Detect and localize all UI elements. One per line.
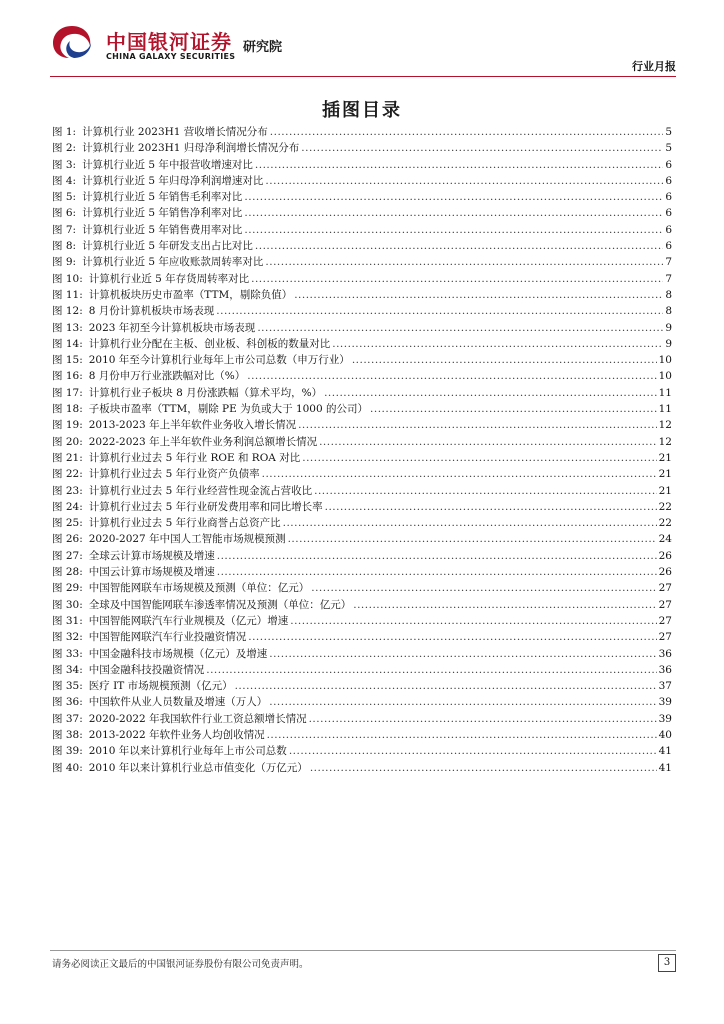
footer-divider xyxy=(50,950,676,951)
toc-entry-page: 22 xyxy=(658,500,672,513)
toc-entry-page: 11 xyxy=(658,403,672,416)
toc-entry-title: 8 月份申万行业涨跌幅对比（%） xyxy=(88,370,246,383)
toc-entry-label: 图 7: xyxy=(52,223,77,236)
toc-entry-page: 26 xyxy=(658,566,672,579)
toc-entry-title: 计算机板块历史市盈率（TTM，剔除负值） xyxy=(88,288,293,301)
toc-entry-label: 图 15: xyxy=(52,354,83,367)
page-header xyxy=(0,0,724,80)
toc-entry-title: 计算机行业近 5 年销售费用率对比 xyxy=(82,223,243,236)
toc-entry[interactable] xyxy=(52,417,672,433)
toc-entry[interactable] xyxy=(52,385,672,401)
toc-entry-label: 图 31: xyxy=(52,614,83,627)
toc-entry-label: 图 25: xyxy=(52,517,83,530)
toc-leader-dots xyxy=(298,417,657,433)
toc-entry-page: 22 xyxy=(658,517,672,530)
figure-index xyxy=(52,124,672,776)
toc-leader-dots xyxy=(310,760,657,776)
toc-entry-page: 37 xyxy=(658,680,672,693)
toc-entry-title: 中国金融科技投融资情况 xyxy=(88,663,205,676)
toc-entry-label: 图 24: xyxy=(52,500,83,513)
toc-leader-dots xyxy=(267,727,657,743)
toc-entry[interactable] xyxy=(52,743,672,759)
toc-entry-label: 图 8: xyxy=(52,240,77,253)
toc-entry-page: 7 xyxy=(665,256,672,269)
toc-entry-page: 36 xyxy=(658,647,672,660)
toc-leader-dots xyxy=(247,368,656,384)
toc-leader-dots xyxy=(302,450,656,466)
toc-entry-label: 图 11: xyxy=(52,288,83,301)
toc-leader-dots xyxy=(319,434,657,450)
toc-entry-title: 计算机行业近 5 年归母净利润增速对比 xyxy=(82,174,264,187)
toc-entry[interactable] xyxy=(52,580,672,596)
toc-entry[interactable] xyxy=(52,205,672,221)
toc-leader-dots xyxy=(265,254,663,270)
toc-entry-title: 2022-2023 年上半年软件业务利润总额增长情况 xyxy=(88,435,318,448)
toc-entry-title: 中国金融科技市场规模（亿元）及增速 xyxy=(88,647,268,660)
toc-entry-label: 图 19: xyxy=(52,419,83,432)
toc-entry-title: 2023 年初至今计算机板块市场表现 xyxy=(88,321,256,334)
toc-entry-title: 全球云计算市场规模及增速 xyxy=(88,549,215,562)
toc-entry[interactable] xyxy=(52,352,672,368)
toc-leader-dots xyxy=(370,401,657,417)
toc-entry-title: 计算机行业 2023H1 营收增长情况分布 xyxy=(82,126,268,138)
toc-entry-page: 21 xyxy=(658,484,672,497)
page-title: 插图目录 xyxy=(322,100,402,121)
toc-leader-dots xyxy=(217,564,657,580)
toc-entry-label: 图 37: xyxy=(52,712,83,725)
toc-entry-title: 子板块市盈率（TTM，剔除 PE 为负或大于 1000 的公司） xyxy=(88,403,369,416)
toc-leader-dots xyxy=(325,499,657,515)
toc-entry[interactable] xyxy=(52,124,672,140)
toc-entry-title: 8 月份计算机板块市场表现 xyxy=(88,305,215,318)
toc-leader-dots xyxy=(257,320,663,336)
toc-entry-page: 26 xyxy=(658,549,672,562)
toc-entry-title: 中国云计算市场规模及增速 xyxy=(88,566,215,579)
toc-entry-label: 图 28: xyxy=(52,566,83,579)
toc-entry[interactable] xyxy=(52,254,672,270)
company-name-en: CHINA GALAXY SECURITIES xyxy=(106,52,236,61)
toc-leader-dots xyxy=(244,222,663,238)
toc-entry[interactable] xyxy=(52,711,672,727)
toc-entry-title: 2010 年以来计算机行业总市值变化（万亿元） xyxy=(88,761,308,774)
toc-entry-page: 8 xyxy=(665,305,672,318)
toc-entry-title: 中国智能网联汽车行业投融资情况 xyxy=(88,631,247,644)
toc-leader-dots xyxy=(244,205,663,221)
toc-entry[interactable] xyxy=(52,678,672,694)
toc-entry-label: 图 30: xyxy=(52,598,83,611)
toc-entry-page: 6 xyxy=(665,174,672,187)
toc-leader-dots xyxy=(262,466,657,482)
toc-entry[interactable] xyxy=(52,238,672,254)
toc-entry-label: 图 16: xyxy=(52,370,83,383)
toc-entry-title: 计算机行业 2023H1 归母净利润增长情况分布 xyxy=(82,142,300,155)
toc-entry-title: 2013-2022 年软件业务人均创收情况 xyxy=(88,728,265,741)
toc-leader-dots xyxy=(311,580,656,596)
toc-entry[interactable] xyxy=(52,189,672,205)
toc-leader-dots xyxy=(265,173,663,189)
toc-entry-page: 36 xyxy=(658,663,672,676)
toc-entry-label: 图 22: xyxy=(52,468,83,481)
toc-entry-title: 计算机行业过去 5 年行业研发费用率和同比增长率 xyxy=(88,500,323,513)
toc-entry-page: 27 xyxy=(658,582,672,595)
toc-leader-dots xyxy=(314,483,657,499)
toc-entry-label: 图 27: xyxy=(52,549,83,562)
toc-entry[interactable] xyxy=(52,629,672,645)
toc-entry-page: 9 xyxy=(665,321,672,334)
toc-entry[interactable] xyxy=(52,450,672,466)
toc-leader-dots xyxy=(251,271,663,287)
toc-entry-page: 12 xyxy=(658,419,672,432)
toc-entry-label: 图 35: xyxy=(52,680,83,693)
toc-entry-page: 41 xyxy=(658,761,672,774)
institute-label: 研究院 xyxy=(243,40,283,55)
toc-entry-label: 图 4: xyxy=(52,174,77,187)
toc-entry-title: 医疗 IT 市场规模预测（亿元） xyxy=(88,680,233,693)
toc-leader-dots xyxy=(288,531,657,547)
toc-entry[interactable] xyxy=(52,597,672,613)
toc-leader-dots xyxy=(244,189,663,205)
toc-entry[interactable] xyxy=(52,303,672,319)
toc-entry-title: 计算机行业近 5 年存货周转率对比 xyxy=(88,272,250,285)
toc-entry-label: 图 3: xyxy=(52,158,77,171)
toc-entry-page: 6 xyxy=(665,207,672,220)
toc-entry-page: 5 xyxy=(665,142,672,155)
toc-leader-dots xyxy=(255,157,663,173)
toc-entry[interactable] xyxy=(52,548,672,564)
toc-leader-dots xyxy=(235,678,657,694)
toc-entry-page: 41 xyxy=(658,745,672,758)
toc-leader-dots xyxy=(217,548,657,564)
toc-entry-label: 图 9: xyxy=(52,256,77,269)
toc-entry-title: 2020-2027 年中国人工智能市场规模预测 xyxy=(88,533,286,546)
toc-entry-label: 图 33: xyxy=(52,647,83,660)
toc-entry-label: 图 23: xyxy=(52,484,83,497)
toc-entry-page: 9 xyxy=(665,337,672,350)
toc-entry-label: 图 36: xyxy=(52,696,83,709)
toc-entry-label: 图 26: xyxy=(52,533,83,546)
toc-entry-label: 图 2: xyxy=(52,142,77,155)
toc-leader-dots xyxy=(289,743,657,759)
toc-entry-page: 40 xyxy=(658,728,672,741)
toc-entry-title: 计算机行业子板块 8 月份涨跌幅（算术平均，%） xyxy=(88,386,323,399)
toc-entry-page: 12 xyxy=(658,435,672,448)
toc-entry[interactable] xyxy=(52,694,672,710)
toc-entry-page: 11 xyxy=(658,386,672,399)
toc-entry-page: 6 xyxy=(665,191,672,204)
toc-leader-dots xyxy=(248,629,656,645)
toc-leader-dots xyxy=(269,694,656,710)
toc-leader-dots xyxy=(352,352,657,368)
toc-entry-title: 计算机行业近 5 年销售净利率对比 xyxy=(82,207,243,220)
toc-entry-label: 图 34: xyxy=(52,663,83,676)
toc-entry[interactable] xyxy=(52,499,672,515)
toc-entry-page: 21 xyxy=(658,451,672,464)
toc-entry-title: 计算机行业过去 5 年行业资产负债率 xyxy=(88,468,260,481)
toc-entry-label: 图 1: xyxy=(52,126,77,138)
toc-entry-label: 图 40: xyxy=(52,761,83,774)
toc-entry-label: 图 39: xyxy=(52,745,83,758)
toc-entry-page: 39 xyxy=(658,712,672,725)
toc-entry[interactable] xyxy=(52,157,672,173)
footer-disclaimer: 请务必阅读正文最后的中国银河证券股份有限公司免责声明。 xyxy=(52,959,309,970)
toc-leader-dots xyxy=(309,711,657,727)
toc-leader-dots xyxy=(270,124,664,140)
toc-entry[interactable] xyxy=(52,613,672,629)
toc-entry[interactable] xyxy=(52,336,672,352)
toc-entry-page: 7 xyxy=(665,272,672,285)
toc-entry-page: 24 xyxy=(658,533,672,546)
toc-entry-label: 图 6: xyxy=(52,207,77,220)
toc-entry-title: 全球及中国智能网联车渗透率情况及预测（单位：亿元） xyxy=(88,598,352,611)
toc-entry[interactable] xyxy=(52,662,672,678)
toc-entry[interactable] xyxy=(52,646,672,662)
toc-entry-label: 图 10: xyxy=(52,272,83,285)
toc-entry-label: 图 32: xyxy=(52,631,83,644)
company-name-cn: 中国银河证券 xyxy=(106,30,232,54)
toc-entry-title: 计算机行业过去 5 年行业商誉占总资产比 xyxy=(88,517,281,530)
toc-entry-page: 27 xyxy=(658,598,672,611)
toc-entry-title: 2010 年以来计算机行业每年上市公司总数 xyxy=(88,745,287,758)
toc-entry-page: 10 xyxy=(658,370,672,383)
toc-entry-label: 图 21: xyxy=(52,451,83,464)
toc-entry-page: 6 xyxy=(665,240,672,253)
header-divider xyxy=(50,76,676,77)
toc-entry[interactable] xyxy=(52,466,672,482)
toc-entry[interactable] xyxy=(52,401,672,417)
toc-entry-page: 6 xyxy=(665,223,672,236)
toc-entry[interactable] xyxy=(52,173,672,189)
toc-leader-dots xyxy=(324,385,657,401)
toc-leader-dots xyxy=(353,597,656,613)
toc-entry[interactable] xyxy=(52,271,672,287)
toc-entry-label: 图 38: xyxy=(52,728,83,741)
toc-entry-title: 计算机行业近 5 年研发支出占比对比 xyxy=(82,240,253,253)
toc-entry-title: 2020-2022 年我国软件行业工资总额增长情况 xyxy=(88,712,307,725)
toc-leader-dots xyxy=(290,613,656,629)
toc-leader-dots xyxy=(294,287,663,303)
toc-entry-title: 计算机行业近 5 年应收账款周转率对比 xyxy=(82,256,264,269)
toc-entry[interactable] xyxy=(52,287,672,303)
toc-leader-dots xyxy=(283,515,657,531)
toc-entry[interactable] xyxy=(52,368,672,384)
toc-entry-title: 中国软件从业人员数量及增速（万人） xyxy=(88,696,268,709)
report-type: 行业月报 xyxy=(632,60,676,73)
toc-entry[interactable] xyxy=(52,140,672,156)
toc-entry-label: 图 20: xyxy=(52,435,83,448)
toc-entry-label: 图 29: xyxy=(52,582,83,595)
toc-entry-label: 图 5: xyxy=(52,191,77,204)
toc-leader-dots xyxy=(206,662,656,678)
toc-leader-dots xyxy=(332,336,663,352)
toc-leader-dots xyxy=(216,303,663,319)
toc-entry[interactable] xyxy=(52,434,672,450)
toc-entry-title: 计算机行业近 5 年销售毛利率对比 xyxy=(82,191,243,204)
page-number: 3 xyxy=(658,954,676,972)
toc-entry-page: 6 xyxy=(665,158,672,171)
toc-entry-label: 图 18: xyxy=(52,403,83,416)
toc-entry-page: 27 xyxy=(658,631,672,644)
toc-entry-title: 计算机行业分配在主板、创业板、科创板的数量对比 xyxy=(88,337,331,350)
toc-entry[interactable] xyxy=(52,320,672,336)
toc-entry-page: 39 xyxy=(658,696,672,709)
toc-entry-title: 中国智能网联汽车行业规模及（亿元）增速 xyxy=(88,614,289,627)
toc-entry-label: 图 12: xyxy=(52,305,83,318)
galaxy-logo-icon xyxy=(50,22,94,62)
toc-entry-label: 图 17: xyxy=(52,386,83,399)
toc-entry[interactable] xyxy=(52,531,672,547)
toc-entry-label: 图 13: xyxy=(52,321,83,334)
toc-entry-page: 21 xyxy=(658,468,672,481)
toc-entry[interactable] xyxy=(52,564,672,580)
toc-entry-title: 计算机行业近 5 年中报营收增速对比 xyxy=(82,158,253,171)
toc-entry-title: 中国智能网联车市场规模及预测（单位：亿元） xyxy=(88,582,310,595)
toc-leader-dots xyxy=(255,238,663,254)
toc-entry[interactable] xyxy=(52,727,672,743)
toc-leader-dots xyxy=(269,646,656,662)
toc-entry[interactable] xyxy=(52,515,672,531)
toc-entry-page: 10 xyxy=(658,354,672,367)
toc-entry[interactable] xyxy=(52,760,672,776)
toc-entry[interactable] xyxy=(52,483,672,499)
toc-entry[interactable] xyxy=(52,222,672,238)
toc-entry-title: 计算机行业过去 5 年行业 ROE 和 ROA 对比 xyxy=(88,451,301,464)
toc-entry-page: 27 xyxy=(658,614,672,627)
toc-entry-page: 5 xyxy=(665,126,672,138)
toc-entry-title: 2013-2023 年上半年软件业务收入增长情况 xyxy=(88,419,297,432)
toc-entry-title: 2010 年至今计算机行业每年上市公司总数（申万行业） xyxy=(88,354,350,367)
toc-entry-page: 8 xyxy=(665,288,672,301)
toc-leader-dots xyxy=(301,140,663,156)
toc-entry-label: 图 14: xyxy=(52,337,83,350)
toc-entry-title: 计算机行业过去 5 年行业经营性现金流占营收比 xyxy=(88,484,313,497)
